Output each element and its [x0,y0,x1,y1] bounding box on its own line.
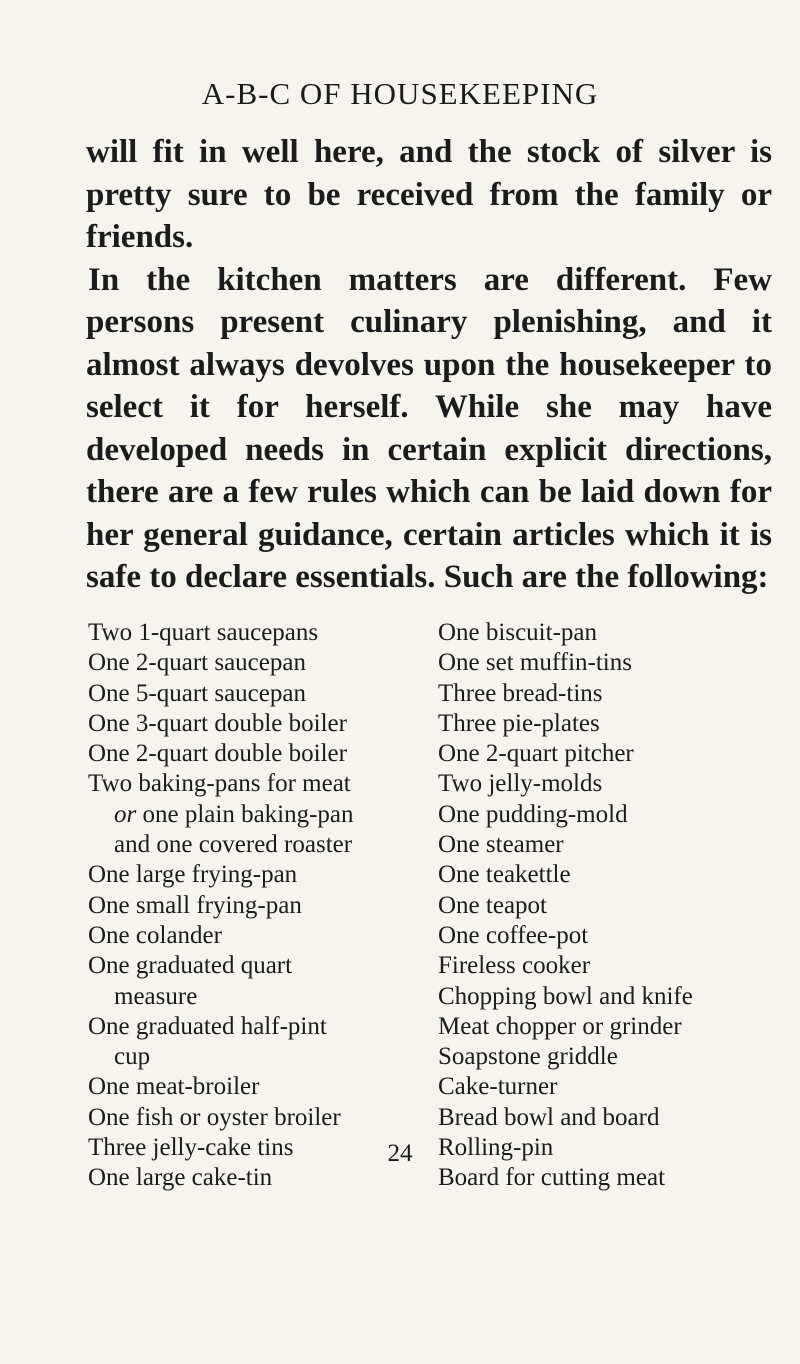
list-item-continuation: cup [114,1043,151,1071]
list-item-text: Two baking-pans for meat [88,770,351,798]
list-item: Meat chopper or grinder [438,1012,682,1040]
list-item: Cake-turner [438,1073,558,1101]
list-item: One meat-broiler [88,1073,260,1101]
list-item: One 5-quart saucepan [88,679,306,707]
list-item-continuation [88,800,408,830]
list-item: Chopping bowl and knife [438,982,693,1010]
list-item: Fireless cooker [438,952,591,980]
body-text [86,131,772,599]
list-item: Soapstone griddle [438,1043,618,1071]
list-item: One steamer [438,831,564,859]
list-item: Three pie-plates [438,709,600,737]
list-item: One teakettle [438,861,571,889]
list-item: One small frying-pan [88,891,302,919]
list-item: Board for cutting meat [438,1164,666,1192]
list-item: One biscuit-pan [438,619,597,646]
list-item-continuation: measure [114,982,198,1010]
list-item-continuation: and one covered roaster [114,831,353,859]
list-item: Two jelly-molds [438,770,603,798]
list-item: One 2-quart saucepan [88,649,306,677]
list-item: One 2-quart double boiler [88,740,347,768]
list-item: One colander [88,921,222,949]
list-item-multiline [88,769,408,860]
page-number: 24 [387,1140,413,1167]
list-item: One set muffin-tins [438,649,632,677]
italic-or: or [114,800,137,828]
paragraph: In the kitchen matters are different. Few persons present culinary plenishing, and it almost always devolves upon the housekeeper to select it for herself. While she may have developed needs in certain explicit directions, there are a few rules which can be laid down for her general guidance, certain articles which it is safe to declare essentials. Such are the following: [86,261,772,595]
list-item: Three jelly-cake tins [88,1134,294,1162]
utensil-list-left [88,618,408,1194]
list-item: One teapot [438,891,547,919]
list-item-text: One graduated quart [88,952,293,980]
list-item: One coffee-pot [438,921,589,949]
paragraph: will fit in well here, and the stock of silver is pretty sure to be received from the family or friends. [86,134,772,255]
utensil-list-right [438,618,778,1194]
list-item: Three bread-tins [438,679,603,707]
list-item: One fish or oyster broiler [88,1103,341,1131]
list-item: One 2-quart pitcher [438,740,634,768]
list-item: One large frying-pan [88,861,298,889]
continuation-text: one plain baking-pan [136,800,354,828]
list-item: One large cake-tin [88,1164,273,1192]
list-item: Bread bowl and board [438,1103,660,1131]
list-item-text: One graduated half-pint [88,1012,327,1040]
list-item: Rolling-pin [438,1134,554,1162]
list-item: Two 1-quart saucepans [88,619,319,646]
list-item: One 3-quart double boiler [88,709,347,737]
list-item-multiline [88,951,408,1012]
list-item: One pudding-mold [438,800,628,828]
list-item-multiline [88,1012,408,1073]
running-head: A-B-C OF HOUSEKEEPING [201,76,599,111]
